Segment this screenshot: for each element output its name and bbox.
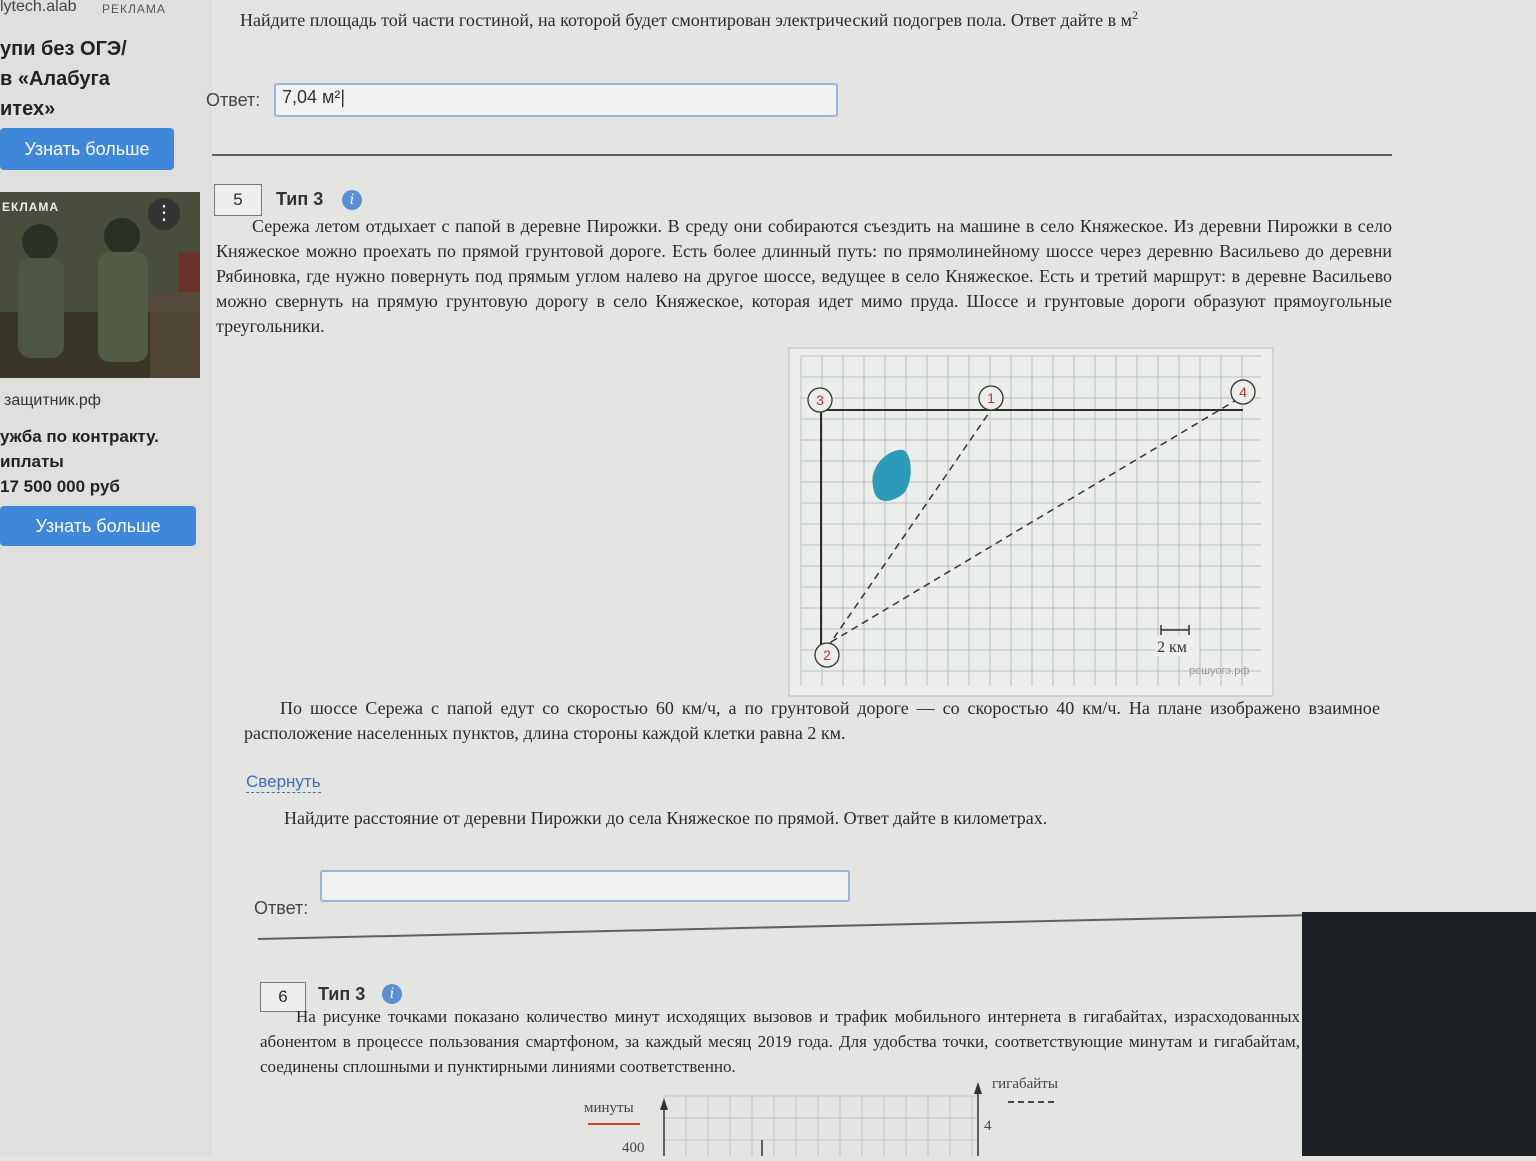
q4-answer-label: Ответ:: [206, 90, 261, 110]
ad-text-line: ужба по контракту.: [0, 427, 159, 446]
village-marker-4: [1231, 380, 1255, 404]
dark-overlay-panel: [1302, 912, 1536, 1156]
ad-image[interactable]: [0, 192, 200, 378]
q4-question-text: Найдите площадь той части гостиной, на которой будет смонтирован электрический подогрев пола. Ответ дайте в м: [240, 10, 1132, 30]
q5-number: 5: [214, 184, 262, 216]
village-marker-2: [815, 643, 839, 667]
learn-more-button[interactable]: Узнать больше: [0, 128, 174, 170]
q6-chart: [582, 1072, 1058, 1156]
q5-map-svg: [789, 348, 1273, 696]
q5-text: Сережа летом отдыхает с папой в деревне Пирожки. В среду они собираются съездить на машине в село Княжеское. Из деревни Пирожки в село Княжеское можно проехать по прямой грунтовой дороге. Есть более длинный путь: по прямолинейному шоссе через деревню Васильево до деревни Рябиновка, где нужно повернуть под прямым углом налево на другое шоссе, ведущее в село Княжеское. Есть и третий маршрут: в деревне Васильево можно свернуть на прямую грунтовую дорогу в село Княжеское, которая идет мимо пруда. Шоссе и грунтовые дороги образуют прямоугольные треугольники.: [216, 216, 1392, 336]
ad-text-line: иплаты: [0, 452, 64, 471]
left-axis-label: минуты: [584, 1100, 634, 1116]
marker-label: 1: [987, 390, 995, 406]
ad-text-line: 17 500 000 руб: [0, 477, 120, 496]
ad-text: [0, 424, 205, 499]
ad-label: РЕКЛАМА: [102, 2, 166, 16]
ad-title-line: упи без ОГЭ/: [0, 38, 127, 60]
marker-label: 3: [816, 392, 824, 408]
divider-2: [258, 913, 1378, 940]
ad-title-line: итех»: [0, 98, 56, 120]
ad-title-line: в «Алабуга: [0, 68, 110, 90]
q4-question: [240, 8, 1138, 31]
q5-question: Найдите расстояние от деревни Пирожки до села Княжеское по прямой. Ответ дайте в километрах.: [284, 808, 1048, 828]
ad-host: lytech.alab: [0, 0, 77, 15]
ad-sidebar: [0, 0, 212, 1156]
q4-answer-input[interactable]: [274, 83, 838, 117]
q5-answer-label: Ответ:: [254, 898, 309, 918]
collapse-link[interactable]: Свернуть: [246, 772, 321, 791]
q6-info-icon[interactable]: i: [382, 984, 402, 1004]
scale-label: 2 км: [1157, 639, 1187, 656]
ad-title[interactable]: [0, 34, 200, 124]
q5-info-icon[interactable]: i: [342, 190, 362, 210]
more-menu-icon[interactable]: ⋮: [148, 198, 180, 230]
text-caret: |: [340, 87, 346, 107]
village-marker-1: [979, 386, 1003, 410]
q4-question-sup: 2: [1132, 8, 1138, 22]
q5-map-figure: [789, 348, 1273, 701]
village-marker-3: [808, 388, 832, 412]
ad-domain[interactable]: защитник.рф: [4, 392, 101, 409]
marker-label: 4: [1239, 384, 1247, 400]
q5-type: Тип 3: [276, 189, 324, 209]
q5-answer-input[interactable]: [320, 870, 850, 902]
right-axis-label: гигабайты: [992, 1076, 1058, 1092]
left-tick-label: 400: [622, 1140, 645, 1156]
q6-text: На рисунке точками показано количество минут исходящих вызовов и трафик мобильного интернета в гигабайтах, израсходованных абонентом в процессе пользования смартфоном, за каждый месяц 2019 года. Для удобства точки, соответствующие минутам и гигабайтам, соединены сплошными и пунктирными линиями соответственно.: [260, 1007, 1300, 1076]
q6-chart-svg: [582, 1072, 1058, 1156]
divider: [212, 154, 1392, 156]
watermark: решуогэ.рф: [1189, 665, 1250, 677]
chart-grid: [664, 1096, 978, 1156]
q4-answer-value: 7,04 м²: [282, 87, 341, 107]
q5-text2: По шоссе Сережа с папой едут со скоростью 60 км/ч, а по грунтовой дороге — со скоростью 40 км/ч. На плане изображено взаимное расположение населенных пунктов, длина стороны каждой клетки равна 2 км.: [244, 698, 1380, 743]
q6-type: Тип 3: [318, 984, 366, 1004]
right-tick-label: 4: [984, 1118, 992, 1134]
learn-more-button-2[interactable]: Узнать больше: [0, 506, 196, 546]
q6-number: 6: [260, 982, 306, 1012]
ad-image-label: ЕКЛАМА: [2, 200, 60, 214]
marker-label: 2: [823, 647, 831, 663]
